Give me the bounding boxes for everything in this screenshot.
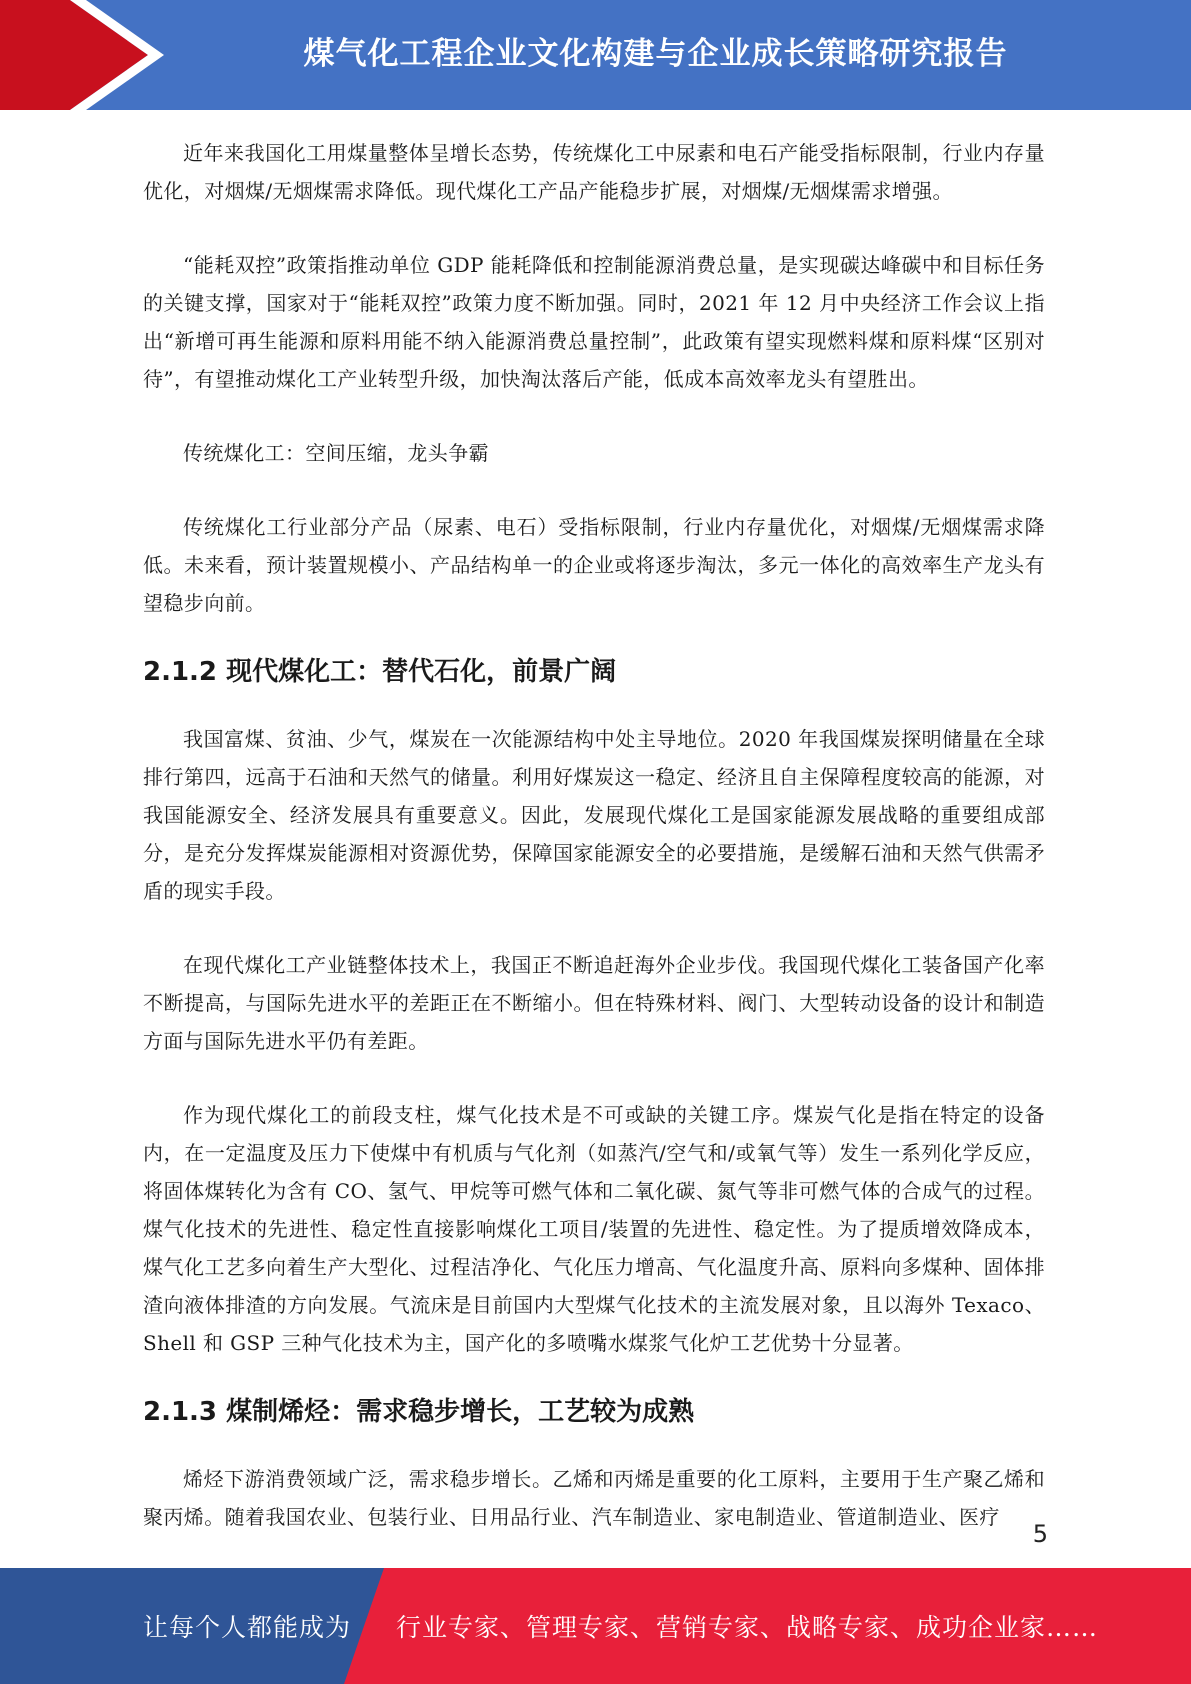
paragraph: 作为现代煤化工的前段支柱，煤气化技术是不可或缺的关键工序。煤炭气化是指在特定的设备内，在一定温度及压力下使煤中有机质与气化剂（如蒸汽/空气和/或氧气等）发生一系列化学反应，将固体煤转化为含有 CO、氢气、甲烷等可燃气体和二氧化碳、氮气等非可燃气体的合成气的过程。煤气化技术的先进性、稳定性直接影响煤化工项目/装置的先进性、稳定性。为了提质增效降成本，煤气化工艺多向着生产大型化、过程洁净化、气化压力增高、气化温度升高、原料向多煤种、固体排渣向液体排渣的方向发展。气流床是目前国内大型煤气化技术的主流发展对象，且以海外 Texaco、Shell 和 GSP 三种气化技术为主，国产化的多喷嘴水煤浆气化炉工艺优势十分显著。 <box>143 1103 1045 1355</box>
paragraph: 近年来我国化工用煤量整体呈增长态势，传统煤化工中尿素和电石产能受指标限制，行业内存量优化，对烟煤/无烟煤需求降低。现代煤化工产品产能稳步扩展，对烟煤/无烟煤需求增强。 <box>143 141 1045 203</box>
paragraph: 我国富煤、贫油、少气，煤炭在一次能源结构中处主导地位。2020 年我国煤炭探明储量在全球排行第四，远高于石油和天然气的储量。利用好煤炭这一稳定、经济且自主保障程度较高的能源，对我国能源安全、经济发展具有重要意义。因此，发展现代煤化工是国家能源发展战略的重要组成部分，是充分发挥煤炭能源相对资源优势，保障国家能源安全的必要措施，是缓解石油和天然气供需矛盾的现实手段。 <box>143 727 1045 903</box>
page-header <box>0 0 1191 110</box>
paragraph: 在现代煤化工产业链整体技术上，我国正不断追赶海外企业步伐。我国现代煤化工装备国产化率不断提高，与国际先进水平的差距正在不断缩小。但在特殊材料、阀门、大型转动设备的设计和制造方面与国际先进水平仍有差距。 <box>143 953 1045 1053</box>
paragraph: 烯烃下游消费领域广泛，需求稳步增长。乙烯和丙烯是重要的化工原料，主要用于生产聚乙烯和聚丙烯。随着我国农业、包装行业、日用品行业、汽车制造业、家电制造业、管道制造业、医疗 <box>143 1467 1045 1529</box>
page-footer <box>0 1568 1191 1684</box>
paragraph: 传统煤化工行业部分产品（尿素、电石）受指标限制，行业内存量优化，对烟煤/无烟煤需求降低。未来看，预计装置规模小、产品结构单一的企业或将逐步淘汰，多元一体化的高效率生产龙头有望稳步向前。 <box>143 515 1045 615</box>
footer-slogan-right: 行业专家、管理专家、营销专家、战略专家、成功企业家…… <box>396 1613 1099 1642</box>
page-number: 5 <box>1032 1520 1048 1548</box>
paragraph-subtitle: 传统煤化工：空间压缩，龙头争霸 <box>183 441 489 465</box>
section-heading-2-1-3: 2.1.3 煤制烯烃：需求稳步增长，工艺较为成熟 <box>143 1397 695 1427</box>
section-heading-2-1-2: 2.1.2 现代煤化工：替代石化，前景广阔 <box>143 657 617 687</box>
paragraph: “能耗双控”政策指推动单位 GDP 能耗降低和控制能源消费总量，是实现碳达峰碳中和目标任务的关键支撑，国家对于“能耗双控”政策力度不断加强。同时，2021 年 12 月中央经济工作会议上指出“新增可再生能源和原料用能不纳入能源消费总量控制”，此政策有望实现燃料煤和原料煤“区别对待”，有望推动煤化工产业转型升级，加快淘汰落后产能，低成本高效率龙头有望胜出。 <box>143 253 1045 391</box>
footer-slogan-left: 让每个人都能成为 <box>143 1613 352 1642</box>
report-title: 煤气化工程企业文化构建与企业成长策略研究报告 <box>303 35 1008 72</box>
document-body <box>143 134 1045 1536</box>
